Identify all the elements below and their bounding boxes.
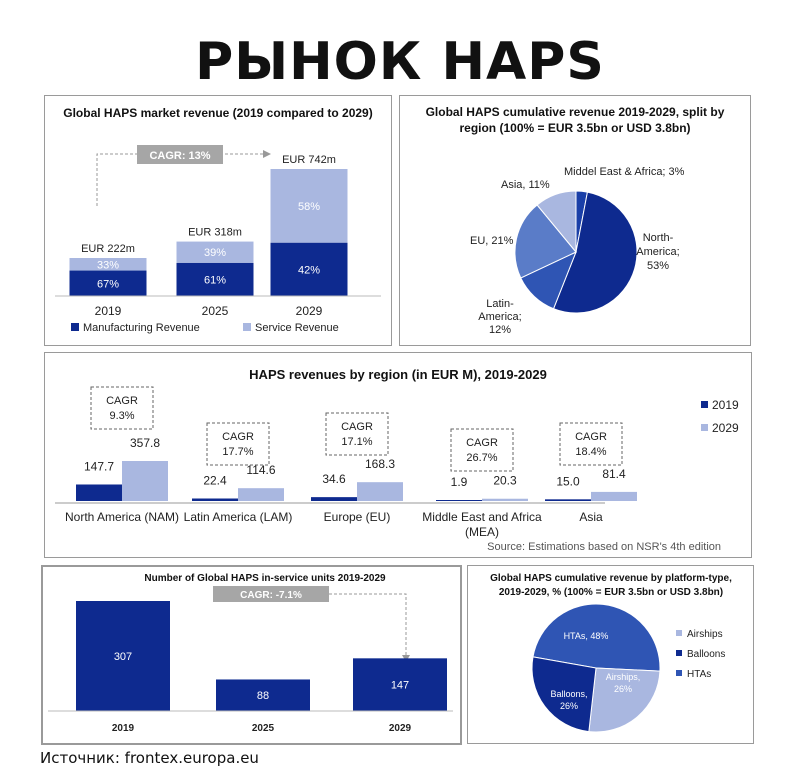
bar-label-service-2019: 33% (96, 259, 120, 272)
in-service-units-chart (43, 567, 460, 743)
source-text: Источник: frontex.europa.eu (40, 749, 259, 767)
x-tick-2019: 2019 (111, 723, 135, 734)
chart-title-line2: 2019-2029, % (100% = EUR 3.5bn or USD 3.8bn) (498, 587, 724, 598)
bar-2019-1 (192, 498, 238, 501)
bar-2029-3 (482, 499, 528, 501)
legend-2019: 2019 (712, 398, 739, 412)
platform-pie-chart (468, 566, 753, 743)
value-label-2019-0: 147.7 (83, 459, 115, 474)
revenue-by-region-panel (44, 352, 752, 558)
cagr-arrow-line (329, 594, 406, 657)
slice-label-north-america-2: America; (636, 246, 680, 258)
bar-2029-1 (238, 488, 284, 501)
x-tick-2019: 2019 (94, 304, 122, 318)
bar-label-manufacturing-2029: 42% (297, 264, 321, 277)
legend-airships: Airships (687, 629, 723, 640)
cagr-box-1 (207, 423, 269, 465)
slice-label-balloons-2: 26% (559, 701, 579, 711)
revenue-by-region-chart (45, 353, 751, 557)
bar-2019-3 (436, 500, 482, 501)
platform-pie-panel (467, 565, 754, 744)
legend-service: Service Revenue (255, 322, 339, 334)
chart-title: Number of Global HAPS in-service units 2019-2029 (144, 573, 386, 584)
category-label-4-0: Asia (579, 510, 603, 524)
chart-title-line1: Global HAPS cumulative revenue 2019-2029, split by (425, 105, 725, 119)
slice-label-airships-2: 26% (613, 684, 633, 694)
slice-label-balloons-1: Balloons, (550, 689, 588, 699)
cagr-label: CAGR: 13% (149, 150, 211, 162)
chart-title-line2: region (100% = EUR 3.5bn or USD 3.8bn) (459, 121, 691, 135)
legend-manufacturing: Manufacturing Revenue (83, 322, 200, 334)
cagr-word-0: CAGR (106, 395, 138, 407)
bar-2019-0 (76, 484, 122, 501)
bar-2029-4 (591, 492, 637, 501)
legend-swatch-2019 (701, 401, 708, 408)
legend-swatch-manufacturing (71, 323, 79, 331)
slice-label-asia: Asia, 11% (501, 179, 550, 191)
legend-balloons: Balloons (687, 649, 726, 660)
page-title: РЫНОК HAPS (195, 32, 605, 92)
market-revenue-chart (45, 96, 391, 345)
cagr-box-3 (451, 429, 513, 471)
slice-label-latin-america-3: 12% (488, 324, 512, 336)
slice-label-eu: EU, 21% (470, 235, 514, 247)
cagr-word-1: CAGR (222, 431, 254, 443)
value-label-2019-2: 34.6 (322, 472, 346, 487)
slice-label-north-america-3: 53% (646, 260, 670, 272)
bar-label-2019: 307 (113, 651, 133, 663)
category-label-3-1: (MEA) (465, 525, 499, 539)
in-service-units-panel (41, 565, 462, 745)
market-revenue-panel (44, 95, 392, 346)
value-label-2019-4: 15.0 (556, 474, 580, 489)
bar-label-service-2025: 39% (203, 247, 227, 260)
slice-label-airships-1: Airships, (605, 672, 641, 682)
cagr-label: CAGR: -7.1% (240, 590, 302, 601)
cagr-word-4: CAGR (575, 431, 607, 443)
slice-label-htas: HTAs, 48% (563, 631, 609, 641)
bar-2019-2 (311, 497, 357, 501)
cagr-value-4: 18.4% (575, 446, 607, 458)
slice-label-mea: Middel East & Africa; 3% (564, 166, 685, 178)
slice-label-north-america-1: North- (642, 232, 674, 244)
slice-label-latin-america-1: Latin- (486, 298, 514, 310)
slice-label-latin-america-2: America; (478, 311, 522, 323)
legend-2029: 2029 (712, 421, 739, 435)
category-label-0-0: North America (NAM) (64, 510, 180, 524)
x-tick-2029: 2029 (295, 304, 323, 318)
total-label-2025: EUR 318m (188, 226, 242, 239)
total-label-2029: EUR 742m (282, 154, 336, 166)
cagr-value-3: 26.7% (466, 452, 498, 464)
bar-label-2025: 88 (256, 690, 270, 703)
x-tick-2025: 2025 (201, 304, 229, 318)
region-pie-chart (400, 96, 750, 345)
legend-htas: HTAs (687, 669, 712, 680)
cagr-box-0 (91, 387, 153, 429)
total-label-2019: EUR 222m (81, 243, 135, 256)
category-label-2-0: Europe (EU) (323, 510, 391, 524)
value-label-2029-3: 20.3 (493, 473, 517, 488)
category-label-1-0: Latin America (LAM) (183, 510, 293, 524)
x-tick-2029: 2029 (388, 723, 412, 734)
legend-swatch-balloons (676, 650, 682, 656)
cagr-word-3: CAGR (466, 437, 498, 449)
cagr-word-2: CAGR (341, 421, 373, 433)
legend-swatch-htas (676, 670, 682, 676)
bar-label-service-2029: 58% (297, 200, 321, 213)
value-label-2029-4: 81.4 (602, 466, 626, 481)
bar-2019-4 (545, 499, 591, 501)
cagr-value-1: 17.7% (222, 446, 254, 458)
bar-label-manufacturing-2019: 67% (96, 278, 120, 291)
bar-2029-0 (122, 461, 168, 501)
bar-2029-2 (357, 482, 403, 501)
value-label-2019-3: 1.9 (450, 475, 468, 489)
legend-swatch-airships (676, 630, 682, 636)
legend-swatch-service (243, 323, 251, 331)
value-label-2029-0: 357.8 (129, 436, 161, 450)
chart-title-line1: Global HAPS cumulative revenue by platform-type, (490, 573, 732, 584)
cagr-box-4 (560, 423, 622, 465)
category-label-3-0: Middle East and Africa (422, 510, 542, 524)
value-label-2029-2: 168.3 (364, 457, 396, 472)
cagr-value-0: 9.3% (109, 410, 135, 422)
bar-label-manufacturing-2025: 61% (203, 274, 227, 287)
cagr-value-2: 17.1% (341, 436, 373, 448)
cagr-box-2 (326, 413, 388, 455)
source-note: Source: Estimations based on NSR's 4th edition (487, 541, 721, 553)
value-label-2029-1: 114.6 (246, 463, 276, 478)
x-tick-2025: 2025 (251, 723, 275, 734)
chart-title: HAPS revenues by region (in EUR M), 2019-2029 (249, 367, 547, 382)
value-label-2019-1: 22.4 (203, 473, 227, 488)
chart-title: Global HAPS market revenue (2019 compared to 2029) (63, 106, 373, 120)
legend-swatch-2029 (701, 424, 708, 431)
region-pie-panel (399, 95, 751, 346)
cagr-arrow-head (263, 150, 271, 158)
bar-label-2029: 147 (390, 679, 410, 692)
